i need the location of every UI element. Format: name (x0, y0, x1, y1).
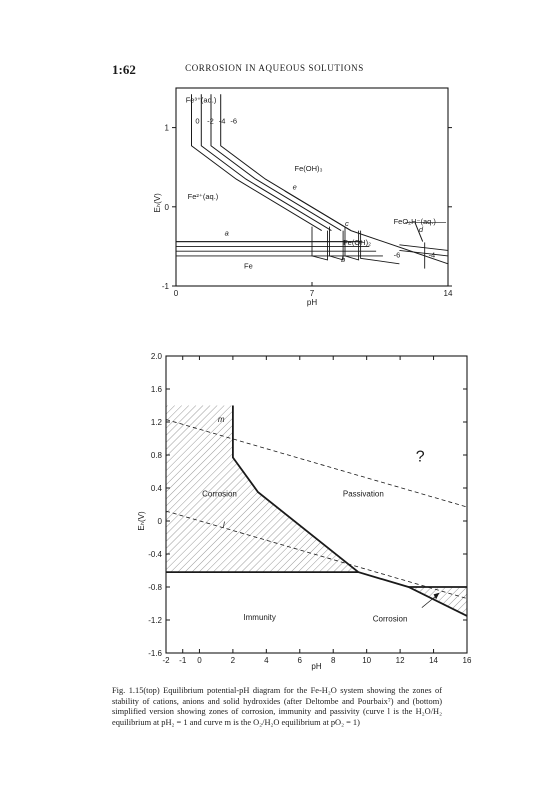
y-tick-label: -1 (161, 282, 169, 291)
y-tick-label: 0 (164, 202, 169, 212)
curve-label: -6 (230, 116, 238, 126)
y-tick-label: 1.2 (150, 418, 162, 427)
x-tick-label: 0 (197, 656, 202, 665)
curve-e (285, 191, 351, 231)
curve-label: 0 (195, 116, 200, 126)
x-tick-label: -2 (162, 656, 170, 665)
y-tick-label: 0 (157, 517, 162, 526)
x-tick-label: 6 (297, 656, 303, 665)
region-label: Passivation (342, 489, 384, 499)
curve-label: d (418, 225, 424, 235)
region-label: Immunity (243, 613, 276, 622)
region-label: Fe²⁺(aq.) (187, 191, 219, 201)
x-axis-label: pH (311, 662, 322, 671)
region-label: Fe(OH)₂ (343, 237, 372, 247)
region-label: Fe³⁺(aq.) (185, 95, 217, 105)
running-head: CORROSION IN AQUEOUS SOLUTIONS (185, 63, 364, 73)
y-tick-label: 1 (164, 123, 169, 133)
y-tick-label: -1.6 (148, 649, 162, 658)
curve-label: -4 (428, 250, 436, 260)
x-tick-label: 4 (264, 656, 269, 665)
y-tick-label: 0.8 (150, 451, 162, 460)
region-label: Corrosion (202, 489, 237, 499)
curve-label: b (341, 255, 346, 265)
y-tick-label: 0.4 (150, 484, 162, 493)
curve--6 (218, 94, 351, 230)
x-tick-label: 0 (173, 289, 179, 298)
x-tick-label: 7 (309, 289, 315, 298)
feoh2-cell (312, 227, 328, 260)
x-tick-label: 12 (395, 656, 405, 665)
curve-label: c (345, 218, 349, 228)
y-tick-label: 2.0 (150, 352, 162, 361)
figure-caption: Fig. 1.15(top) Equilibrium potential-pH diagram for the Fe-H₂O system showing the zones of stability of cations, anions and solid hydroxides (after Deltombe and Pourbaix⁷) and (bottom) simplified version showing zones of corrosion, immunity and passivity (curve l is the H₂O/H₂ equilibrium at pH₂ = 1 and curve m is the O₂/H₂O equilibrium at pO₂ = 1) (112, 686, 442, 727)
curve-label: e (292, 182, 297, 192)
y-tick-label: 1.6 (150, 385, 162, 394)
y-axis-label: Eₕ(V) (153, 193, 162, 213)
curve-label-m: m (217, 415, 225, 424)
curve-label: -6 (393, 250, 401, 260)
y-axis-label: Eₕ(V) (137, 511, 146, 531)
question-mark: ? (415, 448, 425, 466)
y-tick-label: -0.4 (148, 550, 162, 559)
pourbaix-diagram-top (153, 88, 453, 307)
x-tick-label: -1 (179, 656, 187, 665)
y-tick-label: -0.8 (148, 583, 162, 592)
curve-label: a (224, 228, 229, 238)
region-label: Fe(OH)₃ (294, 164, 323, 174)
curve-label: -4 (218, 116, 226, 126)
region-label: FeO₂H⁻(aq.) (393, 217, 436, 227)
x-tick-label: 16 (462, 656, 472, 665)
page-number: 1:62 (112, 62, 136, 77)
x-tick-label: 14 (429, 656, 439, 665)
pourbaix-diagram-bottom (137, 352, 472, 671)
x-axis-label: pH (306, 298, 318, 307)
curve-label-l: l (222, 520, 225, 530)
y-tick-label: -1.2 (148, 616, 162, 625)
region-label: Corrosion (372, 614, 408, 624)
curve--4 (211, 94, 341, 230)
corrosion-region-acid (166, 406, 358, 573)
curve-label: -2 (207, 116, 214, 126)
x-tick-label: 8 (330, 656, 336, 665)
region-label: Fe (244, 261, 253, 271)
x-tick-label: 14 (443, 289, 453, 298)
x-tick-label: 10 (362, 656, 372, 665)
x-tick-label: 2 (230, 656, 236, 665)
